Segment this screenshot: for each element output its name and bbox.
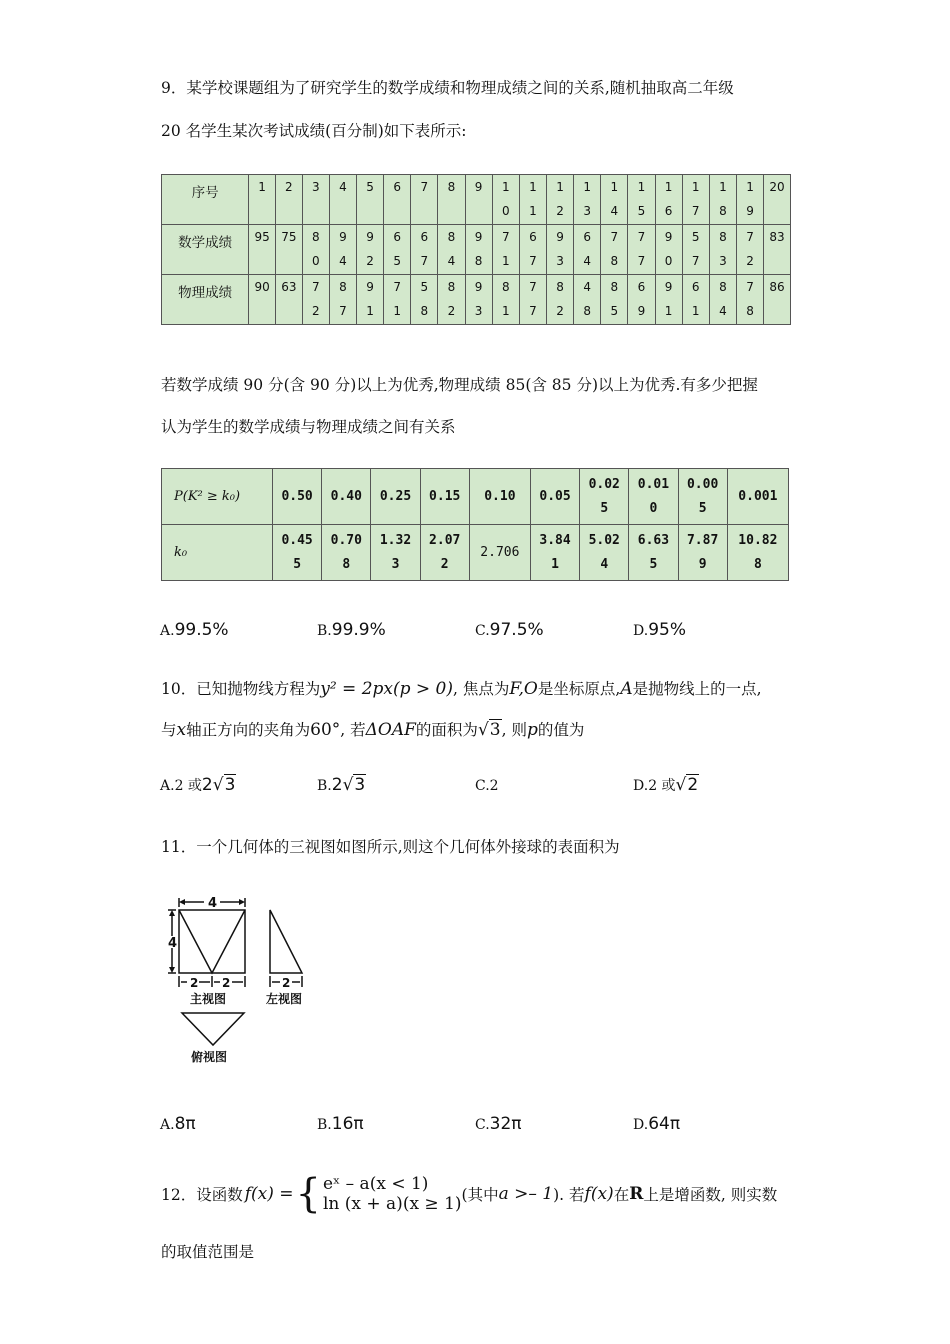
score-cell: 86 xyxy=(764,275,791,325)
q9-line1: 9．某学校课题组为了研究学生的数学成绩和物理成绩之间的关系,随机抽取高二年级 xyxy=(161,79,734,97)
k-value-cell: 2.07 2 xyxy=(420,525,469,581)
score-cell: 20 xyxy=(764,175,791,225)
score-cell: 6 9 xyxy=(628,275,655,325)
q9-line2: 20 名学生某次考试成绩(百分制)如下表所示: xyxy=(161,122,467,140)
score-cell: 9 1 xyxy=(356,275,383,325)
score-cell: 9 1 xyxy=(655,275,682,325)
score-cell: 1 2 xyxy=(546,175,573,225)
q11-options xyxy=(160,1114,800,1138)
score-cell: 8 1 xyxy=(492,275,519,325)
k-header-k: k₀ xyxy=(162,525,273,581)
score-cell: 1 8 xyxy=(709,175,736,225)
header-math: 数学成绩 xyxy=(162,225,249,275)
q9-option-b[interactable]: B.99.9% xyxy=(317,620,386,640)
front-view xyxy=(168,898,245,987)
score-cell: 8 5 xyxy=(601,275,628,325)
k-value-cell: 0.70 8 xyxy=(322,525,371,581)
score-cell: 8 0 xyxy=(302,225,329,275)
front-view-label: 主视图 xyxy=(190,992,227,1006)
p-value-cell: 0.001 xyxy=(727,469,788,525)
score-cell: 7 xyxy=(411,175,438,225)
score-cell: 8 2 xyxy=(546,275,573,325)
score-cell: 7 1 xyxy=(384,275,411,325)
score-cell: 7 8 xyxy=(736,275,763,325)
score-cell: 9 8 xyxy=(465,225,492,275)
p-value-cell: 0.05 xyxy=(530,469,579,525)
score-cell: 1 4 xyxy=(601,175,628,225)
q9-option-a[interactable]: A.99.5% xyxy=(160,620,229,640)
dim-left: 4 xyxy=(168,936,178,951)
p-value-cell: 0.50 xyxy=(273,469,322,525)
score-cell: 1 3 xyxy=(574,175,601,225)
score-cell: 5 7 xyxy=(682,225,709,275)
score-cell: 6 4 xyxy=(574,225,601,275)
score-cell: 7 2 xyxy=(302,275,329,325)
score-cell: 9 3 xyxy=(465,275,492,325)
q10-option-b[interactable]: B.2√3 xyxy=(317,775,366,795)
score-cell: 8 3 xyxy=(709,225,736,275)
score-cell: 5 xyxy=(356,175,383,225)
q10-option-c[interactable]: C.2 xyxy=(475,778,499,794)
score-cell: 9 xyxy=(465,175,492,225)
q10-options xyxy=(160,775,800,799)
top-view-label: 俯视图 xyxy=(191,1050,228,1064)
dim-side: 2 xyxy=(282,976,291,990)
score-cell: 7 8 xyxy=(601,225,628,275)
score-cell: 9 0 xyxy=(655,225,682,275)
p-value-cell: 0.40 xyxy=(322,469,371,525)
q12-line2: 的取值范围是 xyxy=(161,1243,255,1261)
score-cell: 9 2 xyxy=(356,225,383,275)
score-cell: 6 7 xyxy=(411,225,438,275)
score-cell: 7 7 xyxy=(519,275,546,325)
side-view-label: 左视图 xyxy=(266,992,303,1006)
p-value-cell: 0.25 xyxy=(371,469,420,525)
header-physics: 物理成绩 xyxy=(162,275,249,325)
k-value-cell: 0.45 5 xyxy=(273,525,322,581)
q11-option-d[interactable]: D.64π xyxy=(633,1114,681,1134)
three-view-figure xyxy=(160,890,320,1070)
q9-option-c[interactable]: C.97.5% xyxy=(475,620,544,640)
k-value-cell: 1.32 3 xyxy=(371,525,420,581)
k-value-cell: 3.84 1 xyxy=(530,525,579,581)
piecewise-cases: eˣ – a(x < 1) ln (x + a)(x ≥ 1) xyxy=(322,1174,462,1214)
q11-line: 11．一个几何体的三视图如图所示,则这个几何体外接球的表面积为 xyxy=(161,838,620,856)
k-value-cell: 10.82 8 xyxy=(727,525,788,581)
p-value-cell: 0.15 xyxy=(420,469,469,525)
score-cell: 75 xyxy=(275,225,302,275)
score-cell: 6 1 xyxy=(682,275,709,325)
score-cell: 8 4 xyxy=(438,225,465,275)
header-index: 序号 xyxy=(162,175,249,225)
k-value-cell: 2.706 xyxy=(469,525,530,581)
k-table xyxy=(161,468,789,581)
q9-line4: 认为学生的数学成绩与物理成绩之间有关系 xyxy=(161,418,456,436)
score-cell: 63 xyxy=(275,275,302,325)
score-cell: 1 1 xyxy=(519,175,546,225)
q11-option-b[interactable]: B.16π xyxy=(317,1114,364,1134)
score-cell: 4 xyxy=(329,175,356,225)
q9-options xyxy=(160,620,800,644)
score-cell: 5 8 xyxy=(411,275,438,325)
score-cell: 9 4 xyxy=(329,225,356,275)
top-view xyxy=(182,1013,244,1045)
score-cell: 2 xyxy=(275,175,302,225)
score-cell: 1 7 xyxy=(682,175,709,225)
dim-bottom-a: 2 xyxy=(190,976,199,990)
score-cell: 1 9 xyxy=(736,175,763,225)
k-value-cell: 7.87 9 xyxy=(678,525,727,581)
score-cell: 8 xyxy=(438,175,465,225)
q10-line2: 与x轴正方向的夹角为60°, 若ΔOAF的面积为√3, 则p的值为 xyxy=(161,720,585,740)
score-cell: 1 xyxy=(249,175,276,225)
score-cell: 90 xyxy=(249,275,276,325)
score-cell: 1 5 xyxy=(628,175,655,225)
q9-line3: 若数学成绩 90 分(含 90 分)以上为优秀,物理成绩 85(含 85 分)以上为优秀.有多少把握 xyxy=(161,376,758,394)
q10-option-a[interactable]: A.2 或2√3 xyxy=(160,775,236,795)
dim-top: 4 xyxy=(208,896,218,911)
score-cell: 95 xyxy=(249,225,276,275)
k-value-cell: 5.02 4 xyxy=(580,525,629,581)
p-value-cell: 0.10 xyxy=(469,469,530,525)
score-cell: 8 4 xyxy=(709,275,736,325)
score-cell: 3 xyxy=(302,175,329,225)
score-cell: 7 7 xyxy=(628,225,655,275)
p-value-cell: 0.02 5 xyxy=(580,469,629,525)
k-header-p: P(K² ≥ k₀) xyxy=(162,469,273,525)
score-table xyxy=(161,174,791,325)
p-value-cell: 0.01 0 xyxy=(629,469,678,525)
p-value-cell: 0.00 5 xyxy=(678,469,727,525)
score-cell: 7 1 xyxy=(492,225,519,275)
q12-line1: 12．设函数 f(x) = { eˣ – a(x < 1) ln (x + a)(x ≥ 1) (其中 a >– 1 ). 若 f(x) 在 R 上是增函数, 则实数 xyxy=(161,1171,778,1217)
k-value-cell: 6.63 5 xyxy=(629,525,678,581)
score-cell: 9 3 xyxy=(546,225,573,275)
score-cell: 7 2 xyxy=(736,225,763,275)
score-cell: 6 5 xyxy=(384,225,411,275)
q9-option-d[interactable]: D.95% xyxy=(633,620,686,640)
q10-option-d[interactable]: D.2 或√2 xyxy=(633,775,699,795)
q11-option-a[interactable]: A.8π xyxy=(160,1114,196,1134)
score-cell: 6 7 xyxy=(519,225,546,275)
score-cell: 1 6 xyxy=(655,175,682,225)
score-cell: 83 xyxy=(764,225,791,275)
score-cell: 8 7 xyxy=(329,275,356,325)
q10-line1: 10．已知抛物线方程为y² = 2px(p > 0), 焦点为F,O是坐标原点,A是抛物线上的一点, xyxy=(161,679,762,699)
dim-bottom-b: 2 xyxy=(222,976,231,990)
q11-option-c[interactable]: C.32π xyxy=(475,1114,522,1134)
score-cell: 8 2 xyxy=(438,275,465,325)
score-cell: 1 0 xyxy=(492,175,519,225)
score-cell: 4 8 xyxy=(574,275,601,325)
score-cell: 6 xyxy=(384,175,411,225)
